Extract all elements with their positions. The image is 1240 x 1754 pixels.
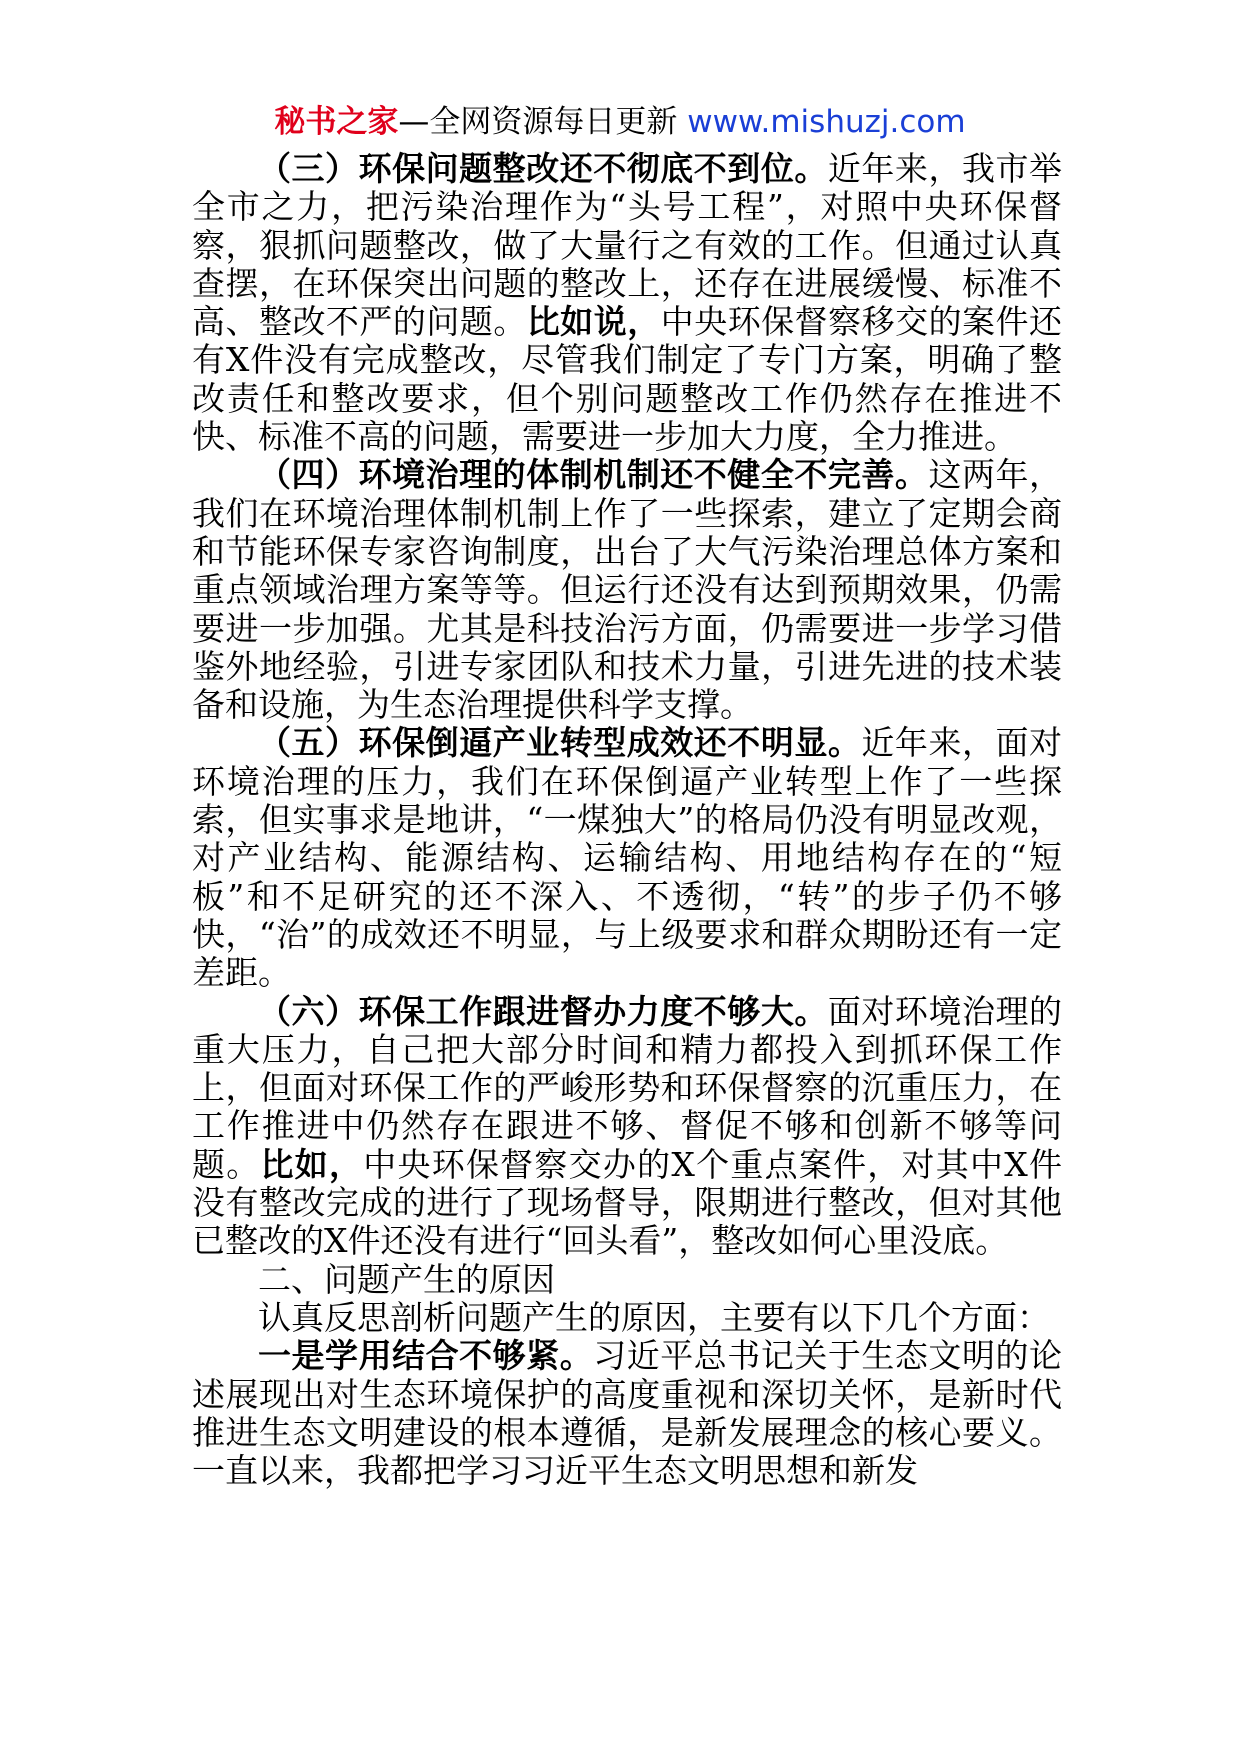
- paragraph-emphasis: 比如说，: [526, 302, 661, 342]
- paragraph-six: [192, 993, 1062, 1261]
- paragraph-causes-intro: [192, 1299, 1062, 1337]
- paragraph-heading: （四）环境治理的体制机制还不健全不完善。: [258, 455, 929, 495]
- site-header: [0, 100, 1240, 144]
- paragraph-text: 认真反思剖析问题产生的原因，主要有以下几个方面：: [258, 1297, 1050, 1337]
- paragraph-text: 这两年，我们在环境治理体制机制上作了一些探索，建立了定期会商和节能环保专家咨询制度，出台了大气污染治理总体方案和重点领域治理方案等等。但运行还没有达到预期效果，仍需要进一步加强。尤其是科技治污方面，仍需要进一步学习借鉴外地经验，引进专家团队和技术力量，引进先进的技术装备和设施，为生态治理提供科学支撑。: [192, 455, 1063, 725]
- paragraph-text: 近年来，我市举全市之力，把污染治理作为“头号工程”，对照中央环保督察，狠抓问题整改，做了大量行之有效的工作。但通过认真查摆，在环保突出问题的整改上，还存在进展缓慢、标准不高、整改不严的问题。: [192, 149, 1063, 342]
- paragraph-heading: （六）环保工作跟进督办力度不够大。: [258, 991, 828, 1031]
- paragraph-text: 面对环境治理的重大压力，自己把大部分时间和精力都投入到抓环保工作上，但面对环保工作的严峻形势和环保督察的沉重压力，在工作推进中仍然存在跟进不够、督促不够和创新不够等问题。: [192, 991, 1063, 1184]
- site-brand: 秘书之家: [274, 104, 399, 140]
- paragraph-text: 中央环保督察交办的X个重点案件，对其中X件没有整改完成的进行了现场督导，限期进行整改，但对其他已整改的X件还没有进行“回头看”，整改如何心里没底。: [192, 1144, 1063, 1261]
- paragraph-emphasis: 比如，: [260, 1144, 364, 1184]
- section-heading-causes: [192, 1261, 1062, 1299]
- paragraph-heading: （五）环保倒逼产业转型成效还不明显。: [258, 723, 862, 763]
- paragraph-text: 近年来，面对环境治理的压力，我们在环保倒逼产业转型上作了一些探索，但实事求是地讲，“一煤独大”的格局仍没有明显改观，对产业结构、能源结构、运输结构、用地结构存在的“短板”和不足研究的还不深入、不透彻，“转”的步子仍不够快，“治”的成效还不明显，与上级要求和群众期盼还有一定差距。: [192, 723, 1063, 993]
- paragraph-five: [192, 724, 1062, 992]
- site-slogan: —全网资源每日更新: [398, 104, 688, 140]
- paragraph-text: 习近平总书记关于生态文明的论述展现出对生态环境保护的高度重视和深切关怀，是新时代推进生态文明建设的根本遵循，是新发展理念的核心要义。一直以来，我都把学习习近平生态文明思想和新发: [192, 1336, 1063, 1491]
- paragraph-text: 二、问题产生的原因: [258, 1259, 555, 1299]
- site-url[interactable]: www.mishuzj.com: [687, 104, 966, 140]
- paragraph-cause-one: [192, 1337, 1062, 1490]
- paragraph-four: [192, 456, 1062, 724]
- paragraph-three: [192, 150, 1062, 456]
- paragraph-text: 中央环保督察移交的案件还有X件没有完成整改，尽管我们制定了专门方案，明确了整改责任和整改要求，但个别问题整改工作仍然存在推进不快、标准不高的问题，需要进一步加大力度，全力推进。: [192, 302, 1063, 457]
- paragraph-heading: 一是学用结合不够紧。: [258, 1336, 594, 1376]
- paragraph-heading: （三）环保问题整改还不彻底不到位。: [258, 149, 828, 188]
- document-body: [192, 150, 1062, 1490]
